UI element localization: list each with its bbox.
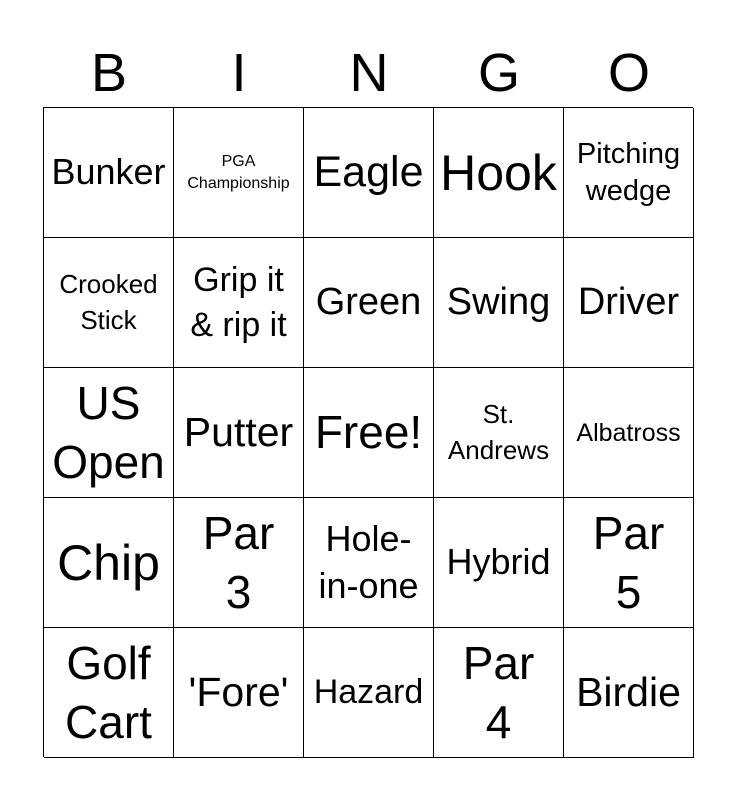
cell-label: Crooked Stick: [59, 269, 158, 335]
cell-label: Eagle: [313, 148, 424, 197]
cell-label: St. Andrews: [447, 399, 550, 465]
header-letter-g: G: [477, 43, 520, 103]
cell-label: Chip: [57, 534, 160, 591]
bingo-cell[interactable]: [564, 368, 694, 498]
cell-label: US Open: [52, 376, 165, 488]
cell-label: 'Fore': [188, 668, 289, 715]
bingo-cell[interactable]: [44, 628, 174, 758]
cell-label: Par 4: [462, 636, 535, 748]
cell-label: Swing: [446, 281, 551, 324]
bingo-cell[interactable]: [174, 628, 304, 758]
cell-label: Hook: [440, 144, 557, 201]
bingo-cell[interactable]: [174, 238, 304, 368]
header-letter-b: B: [90, 43, 128, 103]
bingo-cell free-space[interactable]: [304, 368, 434, 498]
bingo-cell[interactable]: [434, 498, 564, 628]
header-letter-i: I: [231, 43, 247, 103]
cell-label: Putter: [183, 408, 294, 455]
bingo-card: [43, 107, 693, 757]
bingo-cell[interactable]: [44, 368, 174, 498]
header-letter-n: N: [349, 43, 389, 103]
bingo-cell[interactable]: [434, 368, 564, 498]
bingo-cell[interactable]: [564, 238, 694, 368]
bingo-cell[interactable]: [44, 238, 174, 368]
bingo-cell[interactable]: [564, 498, 694, 628]
cell-label: Bunker: [51, 151, 166, 193]
bingo-cell[interactable]: [304, 628, 434, 758]
cell-label: Birdie: [576, 668, 681, 715]
bingo-cell[interactable]: [44, 108, 174, 238]
bingo-cell[interactable]: [434, 628, 564, 758]
cell-label: Grip it & rip it: [190, 261, 287, 344]
cell-label: Hybrid: [446, 541, 551, 583]
cell-label: Par 3: [202, 506, 275, 618]
bingo-cell[interactable]: [174, 498, 304, 628]
bingo-cell[interactable]: [564, 628, 694, 758]
bingo-cell[interactable]: [174, 108, 304, 238]
bingo-cell[interactable]: [564, 108, 694, 238]
cell-label: Hazard: [313, 673, 424, 712]
cell-label: Driver: [577, 281, 680, 324]
bingo-cell[interactable]: [434, 108, 564, 238]
cell-label: Albatross: [576, 418, 681, 447]
cell-label: Golf Cart: [65, 636, 152, 748]
bingo-cell[interactable]: [304, 108, 434, 238]
bingo-cell[interactable]: [434, 238, 564, 368]
cell-label: Hole- in-one: [318, 517, 419, 606]
cell-label: Pitching wedge: [576, 138, 681, 207]
cell-label: PGA Championship: [187, 152, 290, 192]
cell-label: Free!: [314, 406, 423, 459]
bingo-cell[interactable]: [174, 368, 304, 498]
bingo-cell[interactable]: [304, 498, 434, 628]
bingo-cell[interactable]: [304, 238, 434, 368]
bingo-cell[interactable]: [44, 498, 174, 628]
cell-label: Green: [315, 281, 422, 324]
cell-label: Par 5: [592, 506, 665, 618]
bingo-header: [44, 40, 694, 106]
header-letter-o: O: [607, 43, 650, 103]
